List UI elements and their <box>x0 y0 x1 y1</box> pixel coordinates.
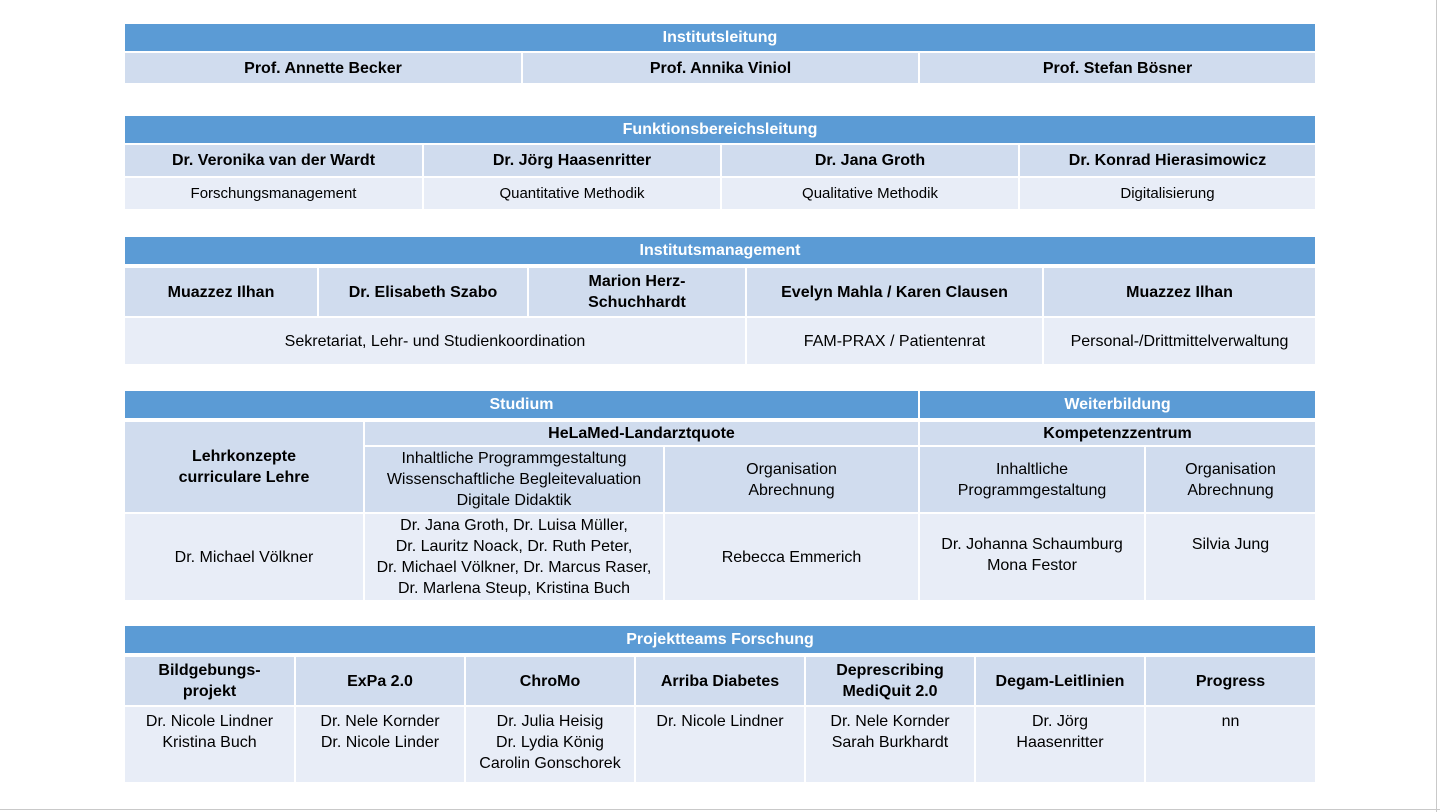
studium-weiterbildung-table <box>125 391 1315 600</box>
helamed-inhaltliche-label: Inhaltliche Programmgestaltung Wissenschaftliche Begleitevaluation Digitale Didaktik <box>365 447 663 512</box>
institutsmanagement-table <box>125 237 1315 364</box>
institutsmanagement-aufgabe: Personal-/Drittmittelverwaltung <box>1044 318 1315 364</box>
institutsleitung-name: Prof. Stefan Bösner <box>920 53 1315 83</box>
projekt-mitglieder: nn <box>1146 707 1315 782</box>
lehrkonzepte-person: Dr. Michael Völkner <box>125 514 363 600</box>
projektteams-table <box>125 626 1315 782</box>
page-edge-right <box>1436 0 1437 812</box>
projekt-mitglieder: Dr. Nicole Lindner Kristina Buch <box>125 707 294 782</box>
funktionsbereich-leiter: Dr. Jörg Haasenritter <box>424 145 720 176</box>
weiterbildung-organisation-label: Organisation Abrechnung <box>1146 447 1315 512</box>
projekt-mitglieder: Dr. Nicole Lindner <box>636 707 804 782</box>
helamed-organisation-label: Organisation Abrechnung <box>665 447 918 512</box>
institutsmanagement-aufgabe: Sekretariat, Lehr- und Studienkoordination <box>125 318 745 364</box>
helamed-organisation-person: Rebecca Emmerich <box>665 514 918 600</box>
projekt-name: Deprescribing MediQuit 2.0 <box>806 657 974 705</box>
funktionsbereich-bezeichnung: Quantitative Methodik <box>424 178 720 209</box>
funktionsbereichsleitung-table <box>125 116 1315 209</box>
projekt-mitglieder: Dr. Jörg Haasenritter <box>976 707 1144 782</box>
funktionsbereich-leiter: Dr. Konrad Hierasimowicz <box>1020 145 1315 176</box>
projektteams-header: Projektteams Forschung <box>125 626 1315 653</box>
institutsleitung-name: Prof. Annette Becker <box>125 53 521 83</box>
institutsleitung-name: Prof. Annika Viniol <box>523 53 918 83</box>
projekt-name: ExPa 2.0 <box>296 657 464 705</box>
funktionsbereich-bezeichnung: Forschungsmanagement <box>125 178 422 209</box>
institutsmanagement-name: Marion Herz- Schuchhardt <box>529 268 745 316</box>
studium-header: Studium <box>125 391 918 418</box>
institutsmanagement-name: Evelyn Mahla / Karen Clausen <box>747 268 1042 316</box>
lehrkonzepte-label: Lehrkonzepte curriculare Lehre <box>125 422 363 512</box>
institutsmanagement-aufgabe: FAM-PRAX / Patientenrat <box>747 318 1042 364</box>
institutsmanagement-header: Institutsmanagement <box>125 237 1315 264</box>
kompetenzzentrum-label: Kompetenzzentrum <box>920 422 1315 445</box>
funktionsbereich-bezeichnung: Digitalisierung <box>1020 178 1315 209</box>
projekt-name: Degam-Leitlinien <box>976 657 1144 705</box>
weiterbildung-inhaltliche-label: Inhaltliche Programmgestaltung <box>920 447 1144 512</box>
projekt-name: Bildgebungs- projekt <box>125 657 294 705</box>
helamed-team: Dr. Jana Groth, Dr. Luisa Müller, Dr. Lauritz Noack, Dr. Ruth Peter, Dr. Michael Völkner, Dr. Marcus Raser, Dr. Marlena Steup, Kristina Buch <box>365 514 663 600</box>
weiterbildung-header: Weiterbildung <box>920 391 1315 418</box>
funktionsbereich-leiter: Dr. Veronika van der Wardt <box>125 145 422 176</box>
funktionsbereichsleitung-header: Funktionsbereichsleitung <box>125 116 1315 143</box>
weiterbildung-organisation-person: Silvia Jung <box>1146 514 1315 600</box>
funktionsbereich-bezeichnung: Qualitative Methodik <box>722 178 1018 209</box>
institutsmanagement-name: Muazzez Ilhan <box>1044 268 1315 316</box>
projekt-name: Progress <box>1146 657 1315 705</box>
page-edge-bottom <box>0 809 1440 810</box>
projekt-mitglieder: Dr. Julia Heisig Dr. Lydia König Carolin Gonschorek <box>466 707 634 782</box>
institutsleitung-table <box>125 24 1315 84</box>
weiterbildung-inhaltliche-team: Dr. Johanna Schaumburg Mona Festor <box>920 514 1144 600</box>
institutsmanagement-name: Muazzez Ilhan <box>125 268 317 316</box>
helamed-label: HeLaMed-Landarztquote <box>365 422 918 445</box>
projekt-mitglieder: Dr. Nele Kornder Dr. Nicole Linder <box>296 707 464 782</box>
funktionsbereich-leiter: Dr. Jana Groth <box>722 145 1018 176</box>
projekt-name: ChroMo <box>466 657 634 705</box>
institutsleitung-header: Institutsleitung <box>125 24 1315 51</box>
institutsmanagement-name: Dr. Elisabeth Szabo <box>319 268 527 316</box>
projekt-name: Arriba Diabetes <box>636 657 804 705</box>
projekt-mitglieder: Dr. Nele Kornder Sarah Burkhardt <box>806 707 974 782</box>
